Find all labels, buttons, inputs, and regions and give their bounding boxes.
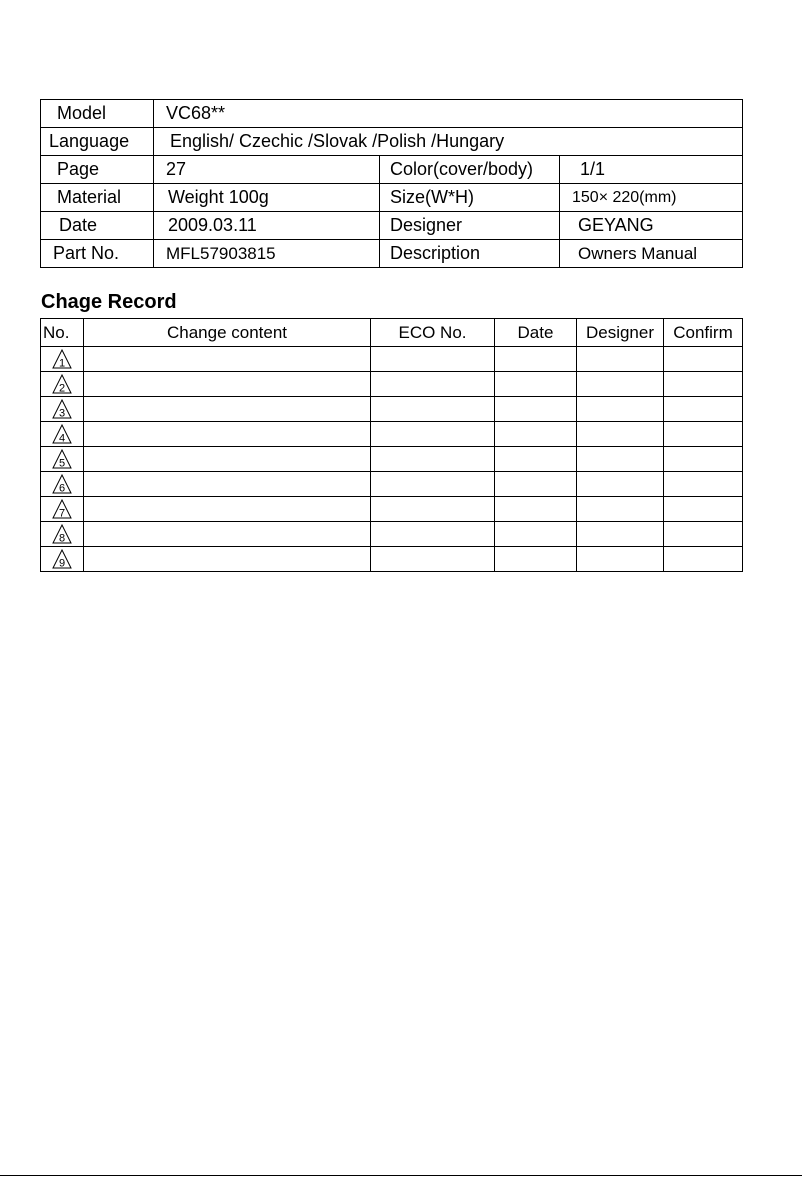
confirm-cell bbox=[664, 347, 743, 372]
date-cell bbox=[495, 372, 577, 397]
eco-no-cell bbox=[371, 472, 495, 497]
header-eco-no: ECO No. bbox=[371, 319, 495, 347]
date-cell bbox=[495, 347, 577, 372]
header-change-content: Change content bbox=[84, 319, 371, 347]
header-designer: Designer bbox=[577, 319, 664, 347]
confirm-cell bbox=[664, 497, 743, 522]
change-content-cell bbox=[84, 347, 371, 372]
date-cell bbox=[495, 447, 577, 472]
spec-row-language bbox=[41, 128, 743, 156]
header-confirm: Confirm bbox=[664, 319, 743, 347]
material-label: Material bbox=[41, 184, 154, 212]
confirm-cell bbox=[664, 397, 743, 422]
description-label: Description bbox=[380, 240, 560, 268]
revision-number: 8 bbox=[58, 532, 66, 545]
confirm-cell bbox=[664, 447, 743, 472]
table-row bbox=[41, 447, 743, 472]
designer-cell bbox=[577, 522, 664, 547]
page-label: Page bbox=[41, 156, 154, 184]
spec-row-partno bbox=[41, 240, 743, 268]
spec-row-material bbox=[41, 184, 743, 212]
revision-number: 3 bbox=[58, 407, 66, 420]
date-cell bbox=[495, 397, 577, 422]
material-value: Weight 100g bbox=[154, 184, 380, 212]
table-row bbox=[41, 472, 743, 497]
partno-value: MFL57903815 bbox=[154, 240, 380, 268]
designer-cell bbox=[577, 547, 664, 572]
change-record-title: Chage Record bbox=[41, 291, 177, 313]
spec-row-date bbox=[41, 212, 743, 240]
revision-triangle-icon bbox=[52, 449, 72, 469]
revision-number-cell bbox=[41, 472, 84, 497]
revision-number: 6 bbox=[58, 482, 66, 495]
table-row bbox=[41, 347, 743, 372]
eco-no-cell bbox=[371, 447, 495, 472]
language-label: Language bbox=[41, 128, 154, 156]
designer-cell bbox=[577, 397, 664, 422]
revision-triangle-icon bbox=[52, 524, 72, 544]
revision-triangle-icon bbox=[52, 349, 72, 369]
model-value: VC68** bbox=[154, 100, 743, 128]
change-content-cell bbox=[84, 397, 371, 422]
model-label: Model bbox=[41, 100, 154, 128]
spec-row-model bbox=[41, 100, 743, 128]
spec-table bbox=[40, 99, 743, 268]
change-content-cell bbox=[84, 372, 371, 397]
revision-number: 2 bbox=[58, 382, 66, 395]
date-cell bbox=[495, 472, 577, 497]
header-date: Date bbox=[495, 319, 577, 347]
designer-value: GEYANG bbox=[560, 212, 743, 240]
color-value: 1/1 bbox=[560, 156, 743, 184]
revision-triangle-icon bbox=[52, 374, 72, 394]
designer-cell bbox=[577, 497, 664, 522]
change-record-table bbox=[40, 318, 743, 572]
revision-number: 1 bbox=[58, 357, 66, 370]
designer-cell bbox=[577, 422, 664, 447]
description-value: Owners Manual bbox=[560, 240, 743, 268]
date-cell bbox=[495, 522, 577, 547]
table-row bbox=[41, 497, 743, 522]
table-row bbox=[41, 397, 743, 422]
revision-number-cell bbox=[41, 397, 84, 422]
revision-number: 4 bbox=[58, 432, 66, 445]
date-cell bbox=[495, 422, 577, 447]
date-cell bbox=[495, 547, 577, 572]
designer-cell bbox=[577, 472, 664, 497]
table-row bbox=[41, 372, 743, 397]
revision-triangle-icon bbox=[52, 499, 72, 519]
revision-number-cell bbox=[41, 347, 84, 372]
revision-triangle-icon bbox=[52, 474, 72, 494]
table-row bbox=[41, 422, 743, 447]
language-value: English/ Czechic /Slovak /Polish /Hungary bbox=[154, 128, 743, 156]
header-no: No. bbox=[41, 319, 84, 347]
revision-number: 9 bbox=[58, 557, 66, 570]
spec-row-page bbox=[41, 156, 743, 184]
eco-no-cell bbox=[371, 497, 495, 522]
change-record-header bbox=[41, 319, 743, 347]
change-content-cell bbox=[84, 497, 371, 522]
change-content-cell bbox=[84, 447, 371, 472]
eco-no-cell bbox=[371, 522, 495, 547]
change-content-cell bbox=[84, 472, 371, 497]
revision-triangle-icon bbox=[52, 399, 72, 419]
date-value: 2009.03.11 bbox=[154, 212, 380, 240]
change-content-cell bbox=[84, 547, 371, 572]
revision-number-cell bbox=[41, 447, 84, 472]
revision-number-cell bbox=[41, 522, 84, 547]
designer-cell bbox=[577, 347, 664, 372]
date-cell bbox=[495, 497, 577, 522]
revision-number: 7 bbox=[58, 507, 66, 520]
table-row bbox=[41, 547, 743, 572]
confirm-cell bbox=[664, 472, 743, 497]
eco-no-cell bbox=[371, 422, 495, 447]
revision-number-cell bbox=[41, 422, 84, 447]
partno-label: Part No. bbox=[41, 240, 154, 268]
designer-cell bbox=[577, 447, 664, 472]
size-label: Size(W*H) bbox=[380, 184, 560, 212]
designer-cell bbox=[577, 372, 664, 397]
designer-label: Designer bbox=[380, 212, 560, 240]
size-value: 150× 220(mm) bbox=[560, 184, 743, 212]
revision-triangle-icon bbox=[52, 549, 72, 569]
eco-no-cell bbox=[371, 547, 495, 572]
revision-number-cell bbox=[41, 372, 84, 397]
page-value: 27 bbox=[154, 156, 380, 184]
date-label: Date bbox=[41, 212, 154, 240]
change-content-cell bbox=[84, 522, 371, 547]
eco-no-cell bbox=[371, 347, 495, 372]
eco-no-cell bbox=[371, 397, 495, 422]
confirm-cell bbox=[664, 422, 743, 447]
confirm-cell bbox=[664, 547, 743, 572]
eco-no-cell bbox=[371, 372, 495, 397]
confirm-cell bbox=[664, 522, 743, 547]
revision-triangle-icon bbox=[52, 424, 72, 444]
table-row bbox=[41, 522, 743, 547]
bottom-rule bbox=[0, 1175, 802, 1176]
revision-number-cell bbox=[41, 547, 84, 572]
change-content-cell bbox=[84, 422, 371, 447]
confirm-cell bbox=[664, 372, 743, 397]
color-label: Color(cover/body) bbox=[380, 156, 560, 184]
revision-number-cell bbox=[41, 497, 84, 522]
revision-number: 5 bbox=[58, 457, 66, 470]
